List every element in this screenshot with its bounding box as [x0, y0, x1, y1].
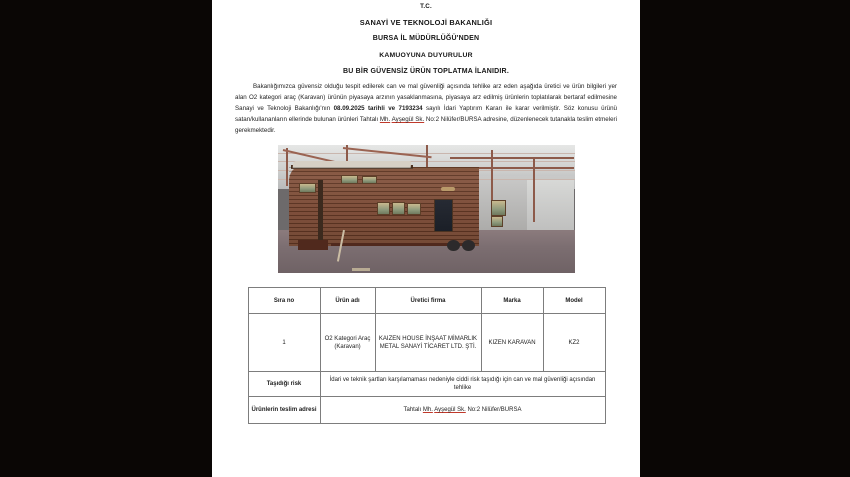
table-row-address	[248, 397, 605, 424]
table-row	[248, 314, 605, 372]
table-header-model: Model	[543, 288, 605, 314]
photo-floor-board	[352, 268, 370, 271]
product-photo	[278, 145, 575, 273]
paragraph-part-2: sayılı İdari Yaptırım Kararı ile karar verilmiştir. Söz konusu ürünü satan/kullananların ellerinde bulunan ürünleri Tahtalı	[235, 105, 617, 124]
table-row-risk	[248, 372, 605, 397]
photo-caravan-window	[407, 203, 420, 215]
address-suffix: No:2 Nilüfer/BURSA	[465, 407, 522, 414]
address-mh-abbrev: Mh.	[422, 407, 433, 414]
heading-tc: T.C.	[420, 3, 432, 10]
photo-caravan-plaque	[441, 187, 454, 191]
address-street-name: Ayşegül Sk.	[434, 407, 466, 414]
product-photo-canvas	[278, 145, 575, 273]
cell-urun-adi: O2 Kategori Araç (Karavan)	[320, 314, 375, 372]
heading-directorate: BURSA İL MÜDÜRLÜĞÜ'NDEN	[372, 35, 480, 43]
photo-caravan-window	[392, 202, 405, 215]
heading-recall-notice: BU BİR GÜVENSİZ ÜRÜN TOPLATMA İLANIDIR.	[343, 67, 509, 75]
photo-caravan-window	[299, 183, 316, 193]
paragraph-mh-abbrev: Mh.	[379, 116, 391, 124]
document-page	[212, 0, 640, 477]
document-heading-block	[212, 0, 640, 75]
heading-public-notice: KAMUOYUNA DUYURULUR	[379, 51, 473, 59]
photo-caravan-window	[341, 175, 358, 185]
table-header-row	[248, 288, 605, 314]
product-table-wrapper	[248, 287, 605, 424]
heading-ministry: SANAYİ VE TEKNOLOJİ BAKANLIĞI	[359, 17, 493, 27]
cell-risk-value: İdari ve teknik şartları karşılamaması nedeniyle ciddi risk taşıdığı için can ve mal güvenliği açısından tehlike	[320, 372, 605, 397]
photo-caravan-window	[377, 202, 390, 215]
table-header-uretici-firma: Üretici firma	[375, 288, 481, 314]
product-table	[248, 287, 606, 424]
photo-caravan-window	[362, 176, 377, 185]
paragraph-part-1: Bakanlığımızca güvensiz olduğu tespit edilerek can ve mal güvenliği açısında tehlike arz eden aşağıda üretici ve ürün bilgileri yer alan O2 kategori araç (Karavan) ürünün piyasaya arzının yasaklanmasına, piyasaya arz edilmiş ürünlerin toplatılarak bertaraf edilmesine Sanayi ve Teknoloji Bakanlığı'nın	[235, 83, 617, 113]
photo-caravan-window	[491, 200, 506, 215]
cell-address-value	[320, 397, 605, 424]
table-header-marka: Marka	[481, 288, 543, 314]
letterbox-right	[640, 0, 850, 477]
notice-paragraph	[235, 81, 617, 136]
letterbox-left	[0, 0, 212, 477]
cell-uretici-firma: KAIZEN HOUSE İNŞAAT MİMARLIK METAL SANAYİ TİCARET LTD. ŞTİ.	[375, 314, 481, 372]
table-header-urun-adi: Ürün adı	[320, 288, 375, 314]
cell-sira-no: 1	[248, 314, 320, 372]
paragraph-street-name: Ayşegül Sk.	[391, 116, 425, 124]
photo-steel-column	[286, 148, 288, 186]
photo-caravan-body	[289, 167, 479, 246]
photo-caravan-window	[491, 216, 503, 228]
photo-caravan-door	[434, 199, 453, 232]
paragraph-part-4: No:2 Nilüfer/BURSA adresine, düzenlenecek tutanakla teslim etmeleri gerekmektedir.	[235, 116, 617, 135]
cell-marka: KIZEN KARAVAN	[481, 314, 543, 372]
photo-caravan-support	[298, 240, 328, 250]
cell-address-label: Ürünlerin teslim adresi	[248, 397, 320, 424]
photo-caravan-corner-post	[318, 180, 323, 248]
photo-steel-beam	[450, 157, 575, 159]
paragraph-decision-date: 08.09.2025 tarihli ve 7193234	[333, 105, 423, 113]
cell-model: KZ2	[543, 314, 605, 372]
cell-risk-label: Taşıdığı risk	[248, 372, 320, 397]
table-header-sira-no: Sıra no	[248, 288, 320, 314]
address-prefix: Tahtalı	[403, 407, 423, 414]
